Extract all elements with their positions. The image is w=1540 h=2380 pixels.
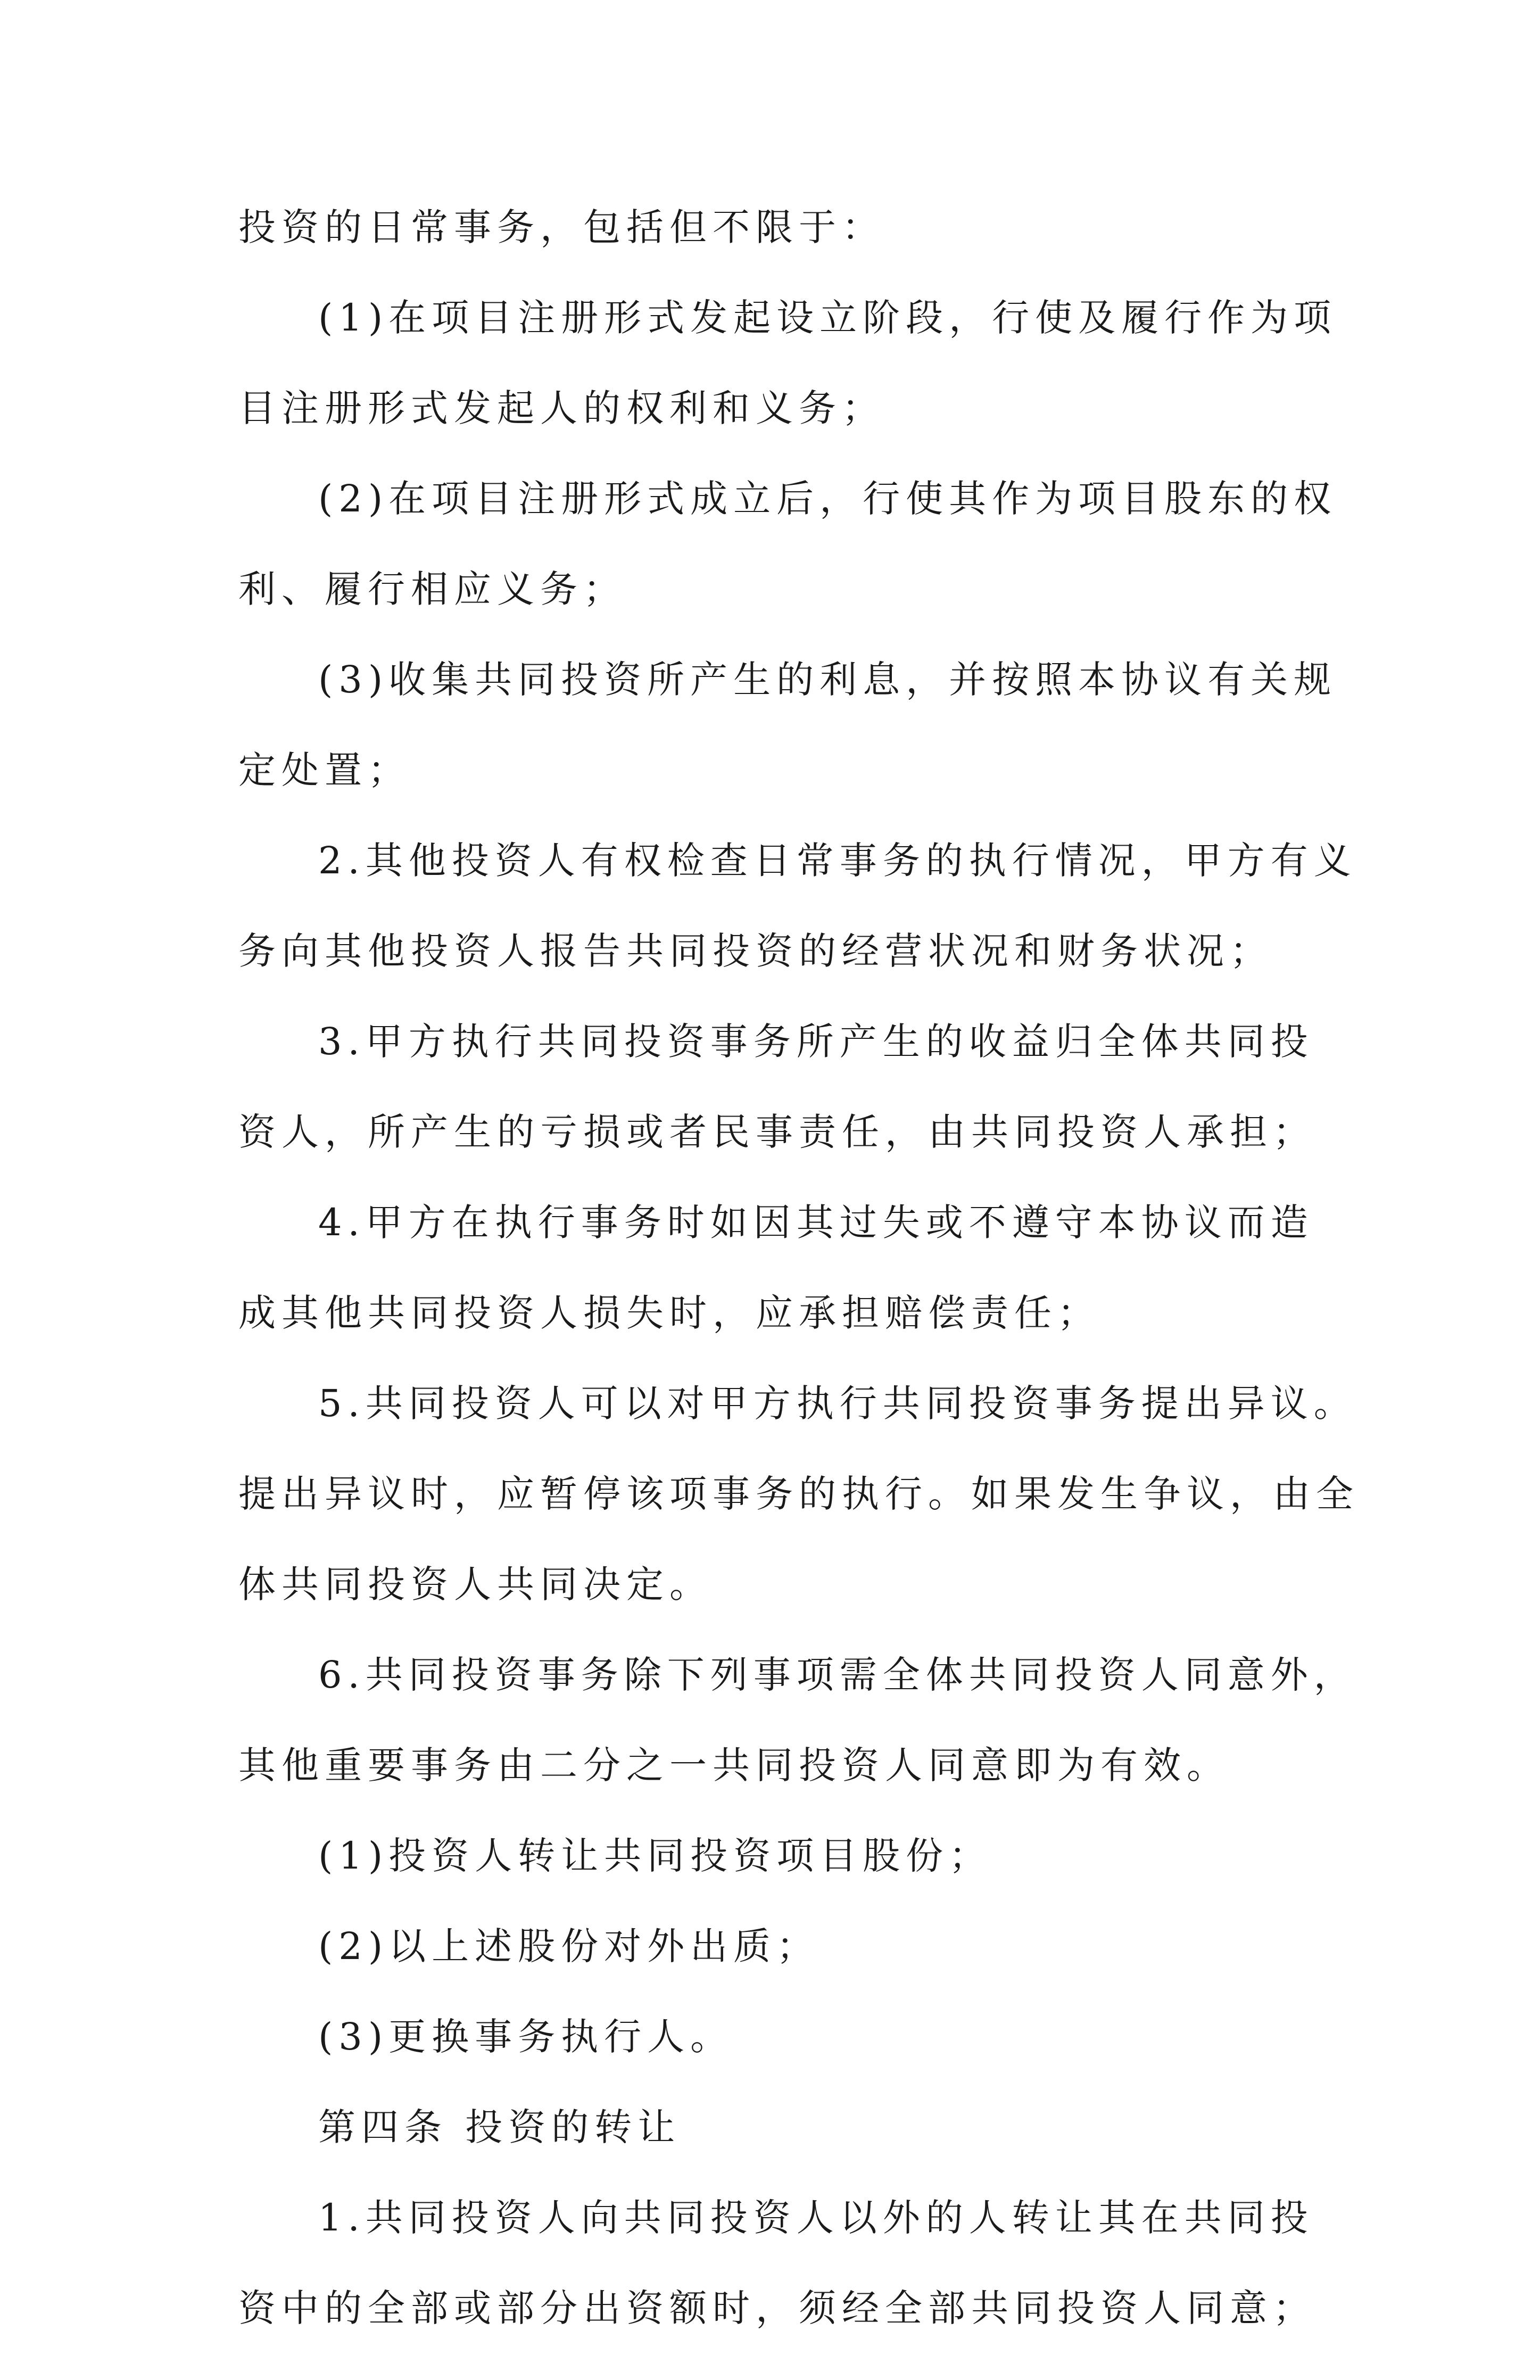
text-line: 第四条 投资的转让 xyxy=(318,2105,681,2149)
text-line: (1)投资人转让共同投资项目股份； xyxy=(318,1834,992,1878)
text-line: 2.其他投资人有权检查日常事务的执行情况，甲方有义 xyxy=(318,839,1357,882)
text-line: 4.甲方在执行事务时如因其过失或不遵守本协议而造 xyxy=(318,1201,1314,1244)
text-line: (1)在项目注册形式发起设立阶段，行使及履行作为项 xyxy=(318,296,1337,340)
text-line: 3.甲方执行共同投资事务所产生的收益归全体共同投 xyxy=(318,1020,1314,1063)
text-line: 提出异议时，应暂停该项事务的执行。如果发生争议，由全 xyxy=(238,1472,1359,1516)
text-line: 投资的日常事务，包括但不限于： xyxy=(238,205,885,249)
text-line: (3)更换事务执行人。 xyxy=(318,2015,734,2059)
document-body xyxy=(238,205,1359,2380)
text-line: 1.共同投资人向共同投资人以外的人转让其在共同投 xyxy=(318,2196,1314,2239)
text-line: (3)收集共同投资所产生的利息，并按照本协议有关规 xyxy=(318,658,1337,701)
text-line: 目注册形式发起人的权利和义务； xyxy=(238,386,885,430)
text-line: 其他重要事务由二分之一共同投资人同意即为有效。 xyxy=(238,1743,1230,1787)
text-line: 资中的全部或部分出资额时，须经全部共同投资人同意； xyxy=(238,2286,1316,2330)
text-line: 定处置； xyxy=(238,748,411,792)
text-line: 6.共同投资事务除下列事项需全体共同投资人同意外， xyxy=(318,1653,1357,1697)
text-line: (2)以上述股份对外出质； xyxy=(318,1924,820,1968)
text-line: 体共同投资人共同决定。 xyxy=(238,1563,713,1606)
text-line: 利、履行相应义务； xyxy=(238,567,626,611)
text-line: 务向其他投资人报告共同投资的经营状况和财务状况； xyxy=(238,929,1273,973)
text-line: (2)在项目注册形式成立后，行使其作为项目股东的权 xyxy=(318,477,1337,520)
text-line: 5.共同投资人可以对甲方执行共同投资事务提出异议。 xyxy=(318,1382,1357,1425)
text-line: 资人，所产生的亏损或者民事责任，由共同投资人承担； xyxy=(238,1110,1316,1154)
text-line: 成其他共同投资人损失时，应承担赔偿责任； xyxy=(238,1291,1100,1335)
